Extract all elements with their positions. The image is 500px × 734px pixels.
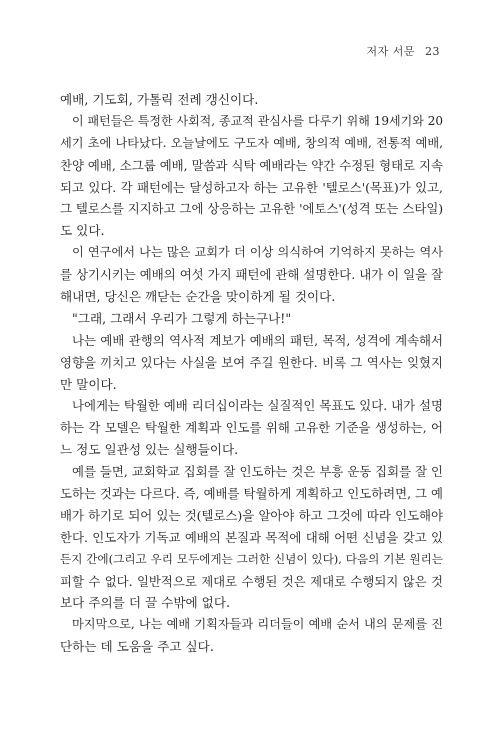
text-line: 단하는 데 도움을 주고 싶다. bbox=[60, 639, 214, 655]
text-line: 한다. 인도자가 기독교 예배의 본질과 목적에 대해 어떤 신념을 갖고 있 bbox=[60, 529, 443, 545]
text-line: 되고 있다. 각 패턴에는 달성하고자 하는 고유한 '텔로스'(목표)가 있고, bbox=[60, 179, 443, 195]
text-line: 예를 들면, 교회학교 집회를 잘 인도하는 것은 부흥 운동 집회를 잘 인 bbox=[72, 464, 443, 480]
text-line: 느 정도 일관성 있는 실행들이다. bbox=[60, 442, 239, 458]
text-line: 마지막으로, 나는 예배 기획자들과 리더들이 예배 순서 내의 문제를 진 bbox=[72, 617, 443, 632]
text-line: 예배, 기도회, 가톨릭 전례 갱신이다. bbox=[60, 92, 259, 107]
text-line: 든지 간에(그리고 우리 모두에게는 그러한 신념이 있다), 다음의 기본 원리는 bbox=[60, 551, 443, 566]
text-line: 그 텔로스를 지지하고 그에 상응하는 고유한 '에토스'(성격 또는 스타일) bbox=[60, 201, 443, 217]
text-line: 배가 하기로 되어 있는 것(텔로스)을 알아야 하고 그것에 따라 인도해야 bbox=[60, 507, 443, 523]
text-line: 이 패턴들은 특정한 사회적, 종교적 관심사를 다루기 위해 19세기와 20 bbox=[72, 113, 443, 128]
text-line: 도하는 것과는 다르다. 즉, 예배를 탁월하게 계획하고 인도하려면, 그 예 bbox=[60, 486, 443, 502]
text-line: 만 말이다. bbox=[60, 376, 117, 392]
text-line: 찬양 예배, 소그룹 예배, 말씀과 식탁 예배라는 약간 수정된 형태로 지속 bbox=[60, 157, 443, 173]
text-line: 나에게는 탁월한 예배 리더십이라는 실질적인 목표도 있다. 내가 설명 bbox=[72, 398, 443, 414]
running-head bbox=[366, 43, 440, 59]
text-line: "그래, 그래서 우리가 그렇게 하는구나!" bbox=[72, 310, 292, 326]
text-line: 피할 수 없다. 일반적으로 제대로 수행된 것은 제대로 수행되지 않은 것 bbox=[60, 573, 443, 589]
body-text bbox=[60, 89, 443, 658]
text-line: 나는 예배 관행의 역사적 계보가 예배의 패턴, 목적, 성격에 계속해서 bbox=[72, 332, 443, 348]
running-head-title: 저자 서문 bbox=[366, 45, 415, 58]
text-line: 하는 각 모델은 탁월한 계획과 인도를 위해 고유한 기준을 생성하는, 어 bbox=[60, 420, 443, 436]
text-line: 해내면, 당신은 깨닫는 순간을 맞이하게 될 것이다. bbox=[60, 289, 336, 305]
page-number: 23 bbox=[425, 45, 440, 58]
text-line: 영향을 끼치고 있다는 사실을 보여 주길 원한다. 비록 그 역사는 잊혔지 bbox=[60, 354, 443, 370]
text-line: 도 있다. bbox=[60, 223, 105, 239]
text-line: 세기 초에 나타났다. 오늘날에도 구도자 예배, 창의적 예배, 전통적 예배, bbox=[60, 135, 443, 150]
text-line: 를 상기시키는 예배의 여섯 가지 패턴에 관해 설명한다. 내가 이 일을 잘 bbox=[60, 267, 443, 283]
text-line: 이 연구에서 나는 많은 교회가 더 이상 의식하여 기억하지 못하는 역사 bbox=[72, 245, 443, 260]
text-line: 보다 주의를 더 끌 수밖에 없다. bbox=[60, 595, 231, 611]
